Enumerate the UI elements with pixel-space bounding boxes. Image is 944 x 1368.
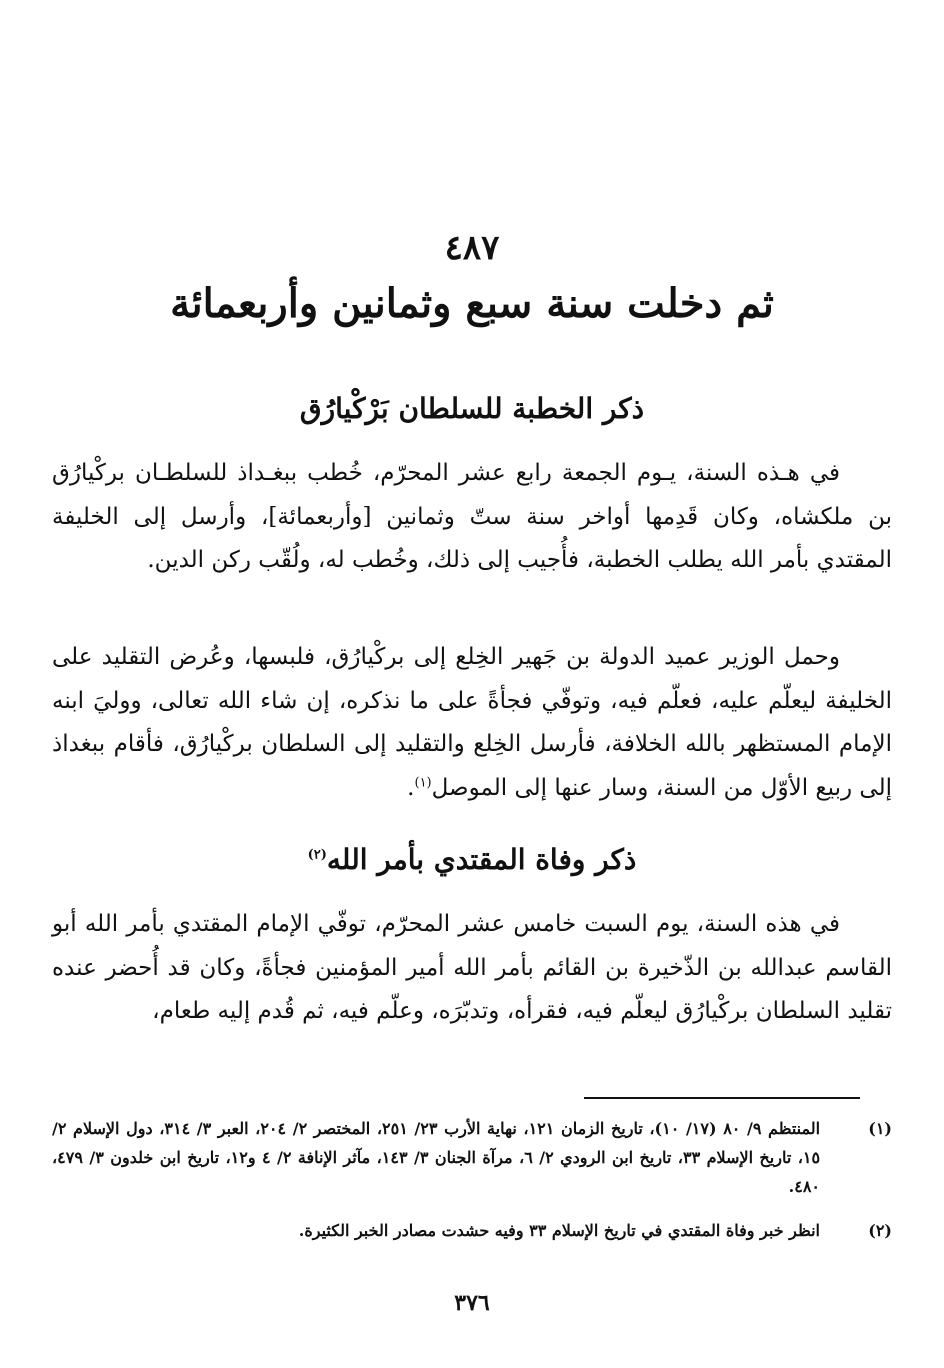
page-number: ٣٧٦ (454, 1290, 490, 1316)
footnote-reference[interactable]: (١) (414, 774, 432, 790)
section-heading-muqtadi (0, 843, 944, 876)
paragraph-khutba-2 (52, 636, 892, 810)
paragraph-text: في هذه السنة، يوم السبت خامس عشر المحرّم، توفّي الإمام المقتدي بأمر الله أبو القاسم عبدالله بن الذّخيرة بن القائم بأمر الله أمير المؤمنين فجأةً، وكان قد أُحضر عنده تقليد السلطان بركْيارُق ليعلّم فيه، فقرأه، وتدبّرَه، وعلّم فيه، ثم قُدم إليه طعام، (52, 911, 892, 1024)
footnote-1 (52, 1114, 892, 1201)
footnote-divider (584, 1097, 860, 1099)
paragraph-khutba-1 (52, 452, 892, 583)
paragraph-text: وحمل الوزير عميد الدولة بن جَهير الخِلع إلى بركْيارُق، فلبسها، وعُرض التقليد على الخليفة ليعلّم عليه، فعلّم فيه، وتوفّي فجأةً على ما نذكره، إن شاء الله تعالى، ووليَ ابنه الإمام المستظهر بالله الخلافة، فأرسل الخِلع والتقليد إلى السلطان بركْيارُق، فأقام ببغداذ إلى ربيع الأوّل من السنة، وسار عنها إلى الموصل (52, 644, 892, 801)
footnote-marker: (١) (868, 1119, 892, 1138)
footnote-text: المنتظم ٩/ ٨٠ (١٧/ ١٠)، تاريخ الزمان ١٢١، نهاية الأرب ٢٣/ ٢٥١، المختصر ٢/ ٢٠٤، العبر ٣/ ٣١٤، دول الإسلام ٢/ ١٥، تاريخ الإسلام ٣٣، تاريخ ابن الرودي ٢/ ٦، مرآة الجنان ٣/ ١٤٣، مآثر الإنافة ٢/ ٤ و١٢، تاريخ ابن خلدون ٣/ ٤٧٩، ٤٨٠. (52, 1119, 821, 1196)
section-heading-khutba (0, 392, 944, 425)
paragraph-text: في هـذه السنة، يـوم الجمعة رابع عشر المحرّم، خُطب ببغـداذ للسلطـان بركْيارُق بن ملكشاه، وكان قَدِمها أواخر سنة ستّ وثمانين [وأربعمائة]، وأرسل إلى الخليفة المقتدي بأمر الله يطلب الخطبة، فأُجيب إلى ذلك، وخُطب له، ولُقّب ركن الدين. (52, 460, 892, 573)
section-heading-text: ذكر وفاة المقتدي بأمر الله (326, 843, 637, 876)
year-title: ثم دخلت سنة سبع وثمانين وأربعمائة (170, 280, 774, 327)
footnote-2 (52, 1216, 892, 1245)
footnote-reference[interactable]: (٢) (307, 847, 327, 863)
footnote-marker: (٢) (868, 1221, 892, 1240)
year-number: ٤٨٧ (444, 228, 500, 268)
footnote-text: انظر خبر وفاة المقتدي في تاريخ الإسلام ٣٣ وفيه حشدت مصادر الخبر الكثيرة. (298, 1221, 820, 1240)
paragraph-muqtadi-1 (52, 903, 892, 1034)
paragraph-end-punct: . (407, 774, 415, 801)
section-heading-text: ذكر الخطبة للسلطان بَرْكْيارُق (299, 392, 645, 425)
